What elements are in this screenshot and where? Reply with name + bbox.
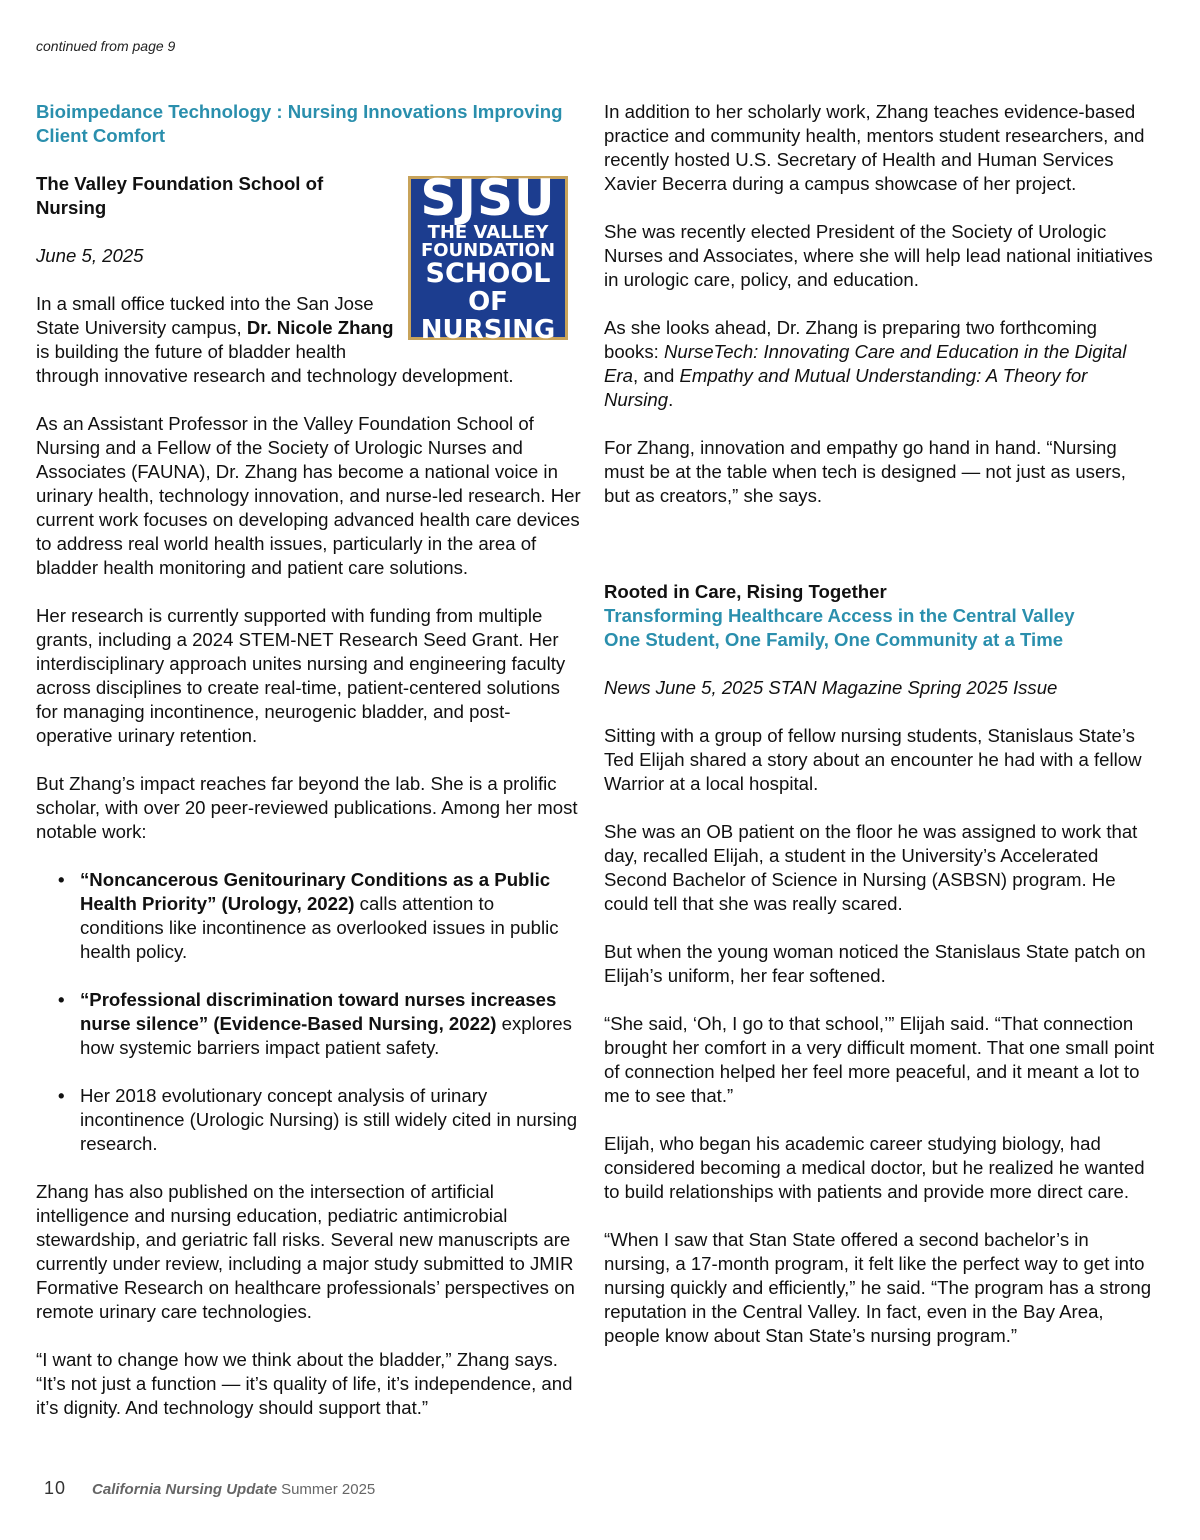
article1-paragraph-7: In addition to her scholarly work, Zhang teaches evidence-based practice and community health, mentors student researchers, and recently hosted U.S. Secretary of Health and Human Services Xavier Becerra during a campus showcase of her project. xyxy=(604,101,1145,194)
p9-pre: As she looks ahead, Dr. Zhang is preparing two forthcoming books: xyxy=(604,317,1097,362)
work-desc: explores how systemic barriers impact patient safety. xyxy=(80,1013,572,1058)
article1-paragraph-2: As an Assistant Professor in the Valley Foundation School of Nursing and a Fellow of the Society of Urologic Nurses and Associates (FAUNA), Dr. Zhang has become a national voice in urinary health, technology innovation, and nurse-led research. Her current work focuses on developing advanced health care devices to address real world health issues, particularly in the area of bladder health monitoring and patient care solutions. xyxy=(36,413,581,578)
article2-kicker: Rooted in Care, Rising Together xyxy=(604,581,887,602)
article2-heading xyxy=(604,580,1156,652)
article1-title: Bioimpedance Technology : Nursing Innovations Improving Client Comfort xyxy=(36,101,563,146)
right-column xyxy=(604,100,1156,1372)
publication-name: California Nursing Update xyxy=(92,1481,278,1498)
article2-paragraph-2: She was an OB patient on the floor he was assigned to work that day, recalled Elijah, a student in the University’s Accelerated Second Bachelor of Science in Nursing (ASBSN) program. He could tell that she was really scared. xyxy=(604,821,1138,914)
book-title-2: Empathy and Mutual Understanding: A Theory for Nursing xyxy=(604,365,1088,410)
logo-line4: OF NURSING xyxy=(420,287,556,345)
logo-sjsu-text: SJSU xyxy=(420,169,556,227)
person-name: Dr. Nicole Zhang xyxy=(246,317,394,338)
page-footer xyxy=(44,1478,375,1502)
list-item xyxy=(80,868,582,964)
notable-works-list xyxy=(36,868,582,1156)
left-column xyxy=(36,100,582,1444)
article1-paragraph-5: Zhang has also published on the intersection of artificial intelligence and nursing education, pediatric antimicrobial stewardship, and geriatric fall risks. Several new manuscripts are currently under review, including a major study submitted to JMIR Formative Research on healthcare professionals’ perspectives on remote urinary care technologies. xyxy=(36,1181,575,1322)
work-title: “Noncancerous Genitourinary Conditions as a Public Health Priority” (Urology, 2022) xyxy=(80,869,551,914)
p9-post: . xyxy=(668,389,674,410)
article1-paragraph-8: She was recently elected President of the Society of Urologic Nurses and Associates, where she will help lead national initiatives in urologic care, policy, and education. xyxy=(604,221,1153,290)
article1-paragraph-3: Her research is currently supported with funding from multiple grants, including a 2024 STEM-NET Research Seed Grant. Her interdisciplinary approach unites nursing and engineering faculty across disciplines to create real-time, patient-centered solutions for managing incontinence, neurogenic bladder, and post-operative urinary retention. xyxy=(36,605,566,746)
logo-line2: FOUNDATION xyxy=(420,240,556,261)
p1-post: is building the future of bladder health through innovative research and technology development. xyxy=(36,341,514,386)
publication-issue: Summer 2025 xyxy=(281,1481,376,1498)
article1-paragraph-10: For Zhang, innovation and empathy go hand in hand. “Nursing must be at the table when tech is designed — not just as users, but as creators,” she says. xyxy=(604,437,1126,506)
work-title: “Professional discrimination toward nurses increases nurse silence” (Evidence-Based Nursing, 2022) xyxy=(80,989,557,1034)
logo-line3: SCHOOL xyxy=(425,258,551,289)
sjsu-nursing-logo xyxy=(408,169,568,345)
logo-line1: THE VALLEY xyxy=(427,222,549,243)
article2-paragraph-5: Elijah, who began his academic career studying biology, had considered becoming a medical doctor, but he realized he wanted to build relationships with patients and provide more direct care. xyxy=(604,1133,1145,1202)
article2-paragraph-4: “She said, ‘Oh, I go to that school,’” Elijah said. “That connection brought her comfort in a very difficult moment. That one small point of connection helped her feel more peaceful, and it meant a lot to me to see that.” xyxy=(604,1013,1155,1106)
article1-quote: “I want to change how we think about the bladder,” Zhang says. “It’s not just a function — it’s quality of life, it’s independence, and it’s dignity. And technology should support that.” xyxy=(36,1349,573,1418)
section-divider-space xyxy=(604,532,1156,580)
continued-note: continued from page 9 xyxy=(36,38,176,54)
book-title-1: NurseTech: Innovating Care and Education in the Digital Era xyxy=(604,341,1127,386)
article2-byline: News June 5, 2025 STAN Magazine Spring 2025 Issue xyxy=(604,677,1058,698)
article1-date: June 5, 2025 xyxy=(36,245,144,266)
article2-title-line2: One Student, One Family, One Community at a Time xyxy=(604,629,1064,650)
list-item xyxy=(80,1084,582,1156)
p9-mid: , and xyxy=(632,365,680,386)
article2-paragraph-6: “When I saw that Stan State offered a second bachelor’s in nursing, a 17-month program, it felt like the perfect way to get into nursing quickly and efficiently,” he said. “The program has a strong reputation in the Central Valley. In fact, even in the Bay Area, people know about Stan State’s nursing program.” xyxy=(604,1229,1152,1346)
article1-paragraph-9 xyxy=(604,316,1156,412)
article2-paragraph-1: Sitting with a group of fellow nursing students, Stanislaus State’s Ted Elijah shared a story about an encounter he had with a fellow Warrior at a local hospital. xyxy=(604,725,1142,794)
p1-pre: In a small office tucked into the San Jose State University campus, xyxy=(36,293,374,338)
heading-gap xyxy=(604,652,1156,676)
article1-source: The Valley Foundation School of Nursing xyxy=(36,173,324,218)
article2-paragraph-3: But when the young woman noticed the Stanislaus State patch on Elijah’s uniform, her fear softened. xyxy=(604,941,1146,986)
article1-paragraph-4: But Zhang’s impact reaches far beyond the lab. She is a prolific scholar, with over 20 peer-reviewed publications. Among her most notable work: xyxy=(36,773,578,842)
article2-title-line1: Transforming Healthcare Access in the Central Valley xyxy=(604,605,1075,626)
work-desc: Her 2018 evolutionary concept analysis of urinary incontinence (Urologic Nursing) is still widely cited in nursing research. xyxy=(80,1085,578,1154)
page-number: 10 xyxy=(44,1478,67,1498)
work-desc: calls attention to conditions like incontinence as overlooked issues in public health policy. xyxy=(80,893,559,962)
list-item xyxy=(80,988,582,1060)
